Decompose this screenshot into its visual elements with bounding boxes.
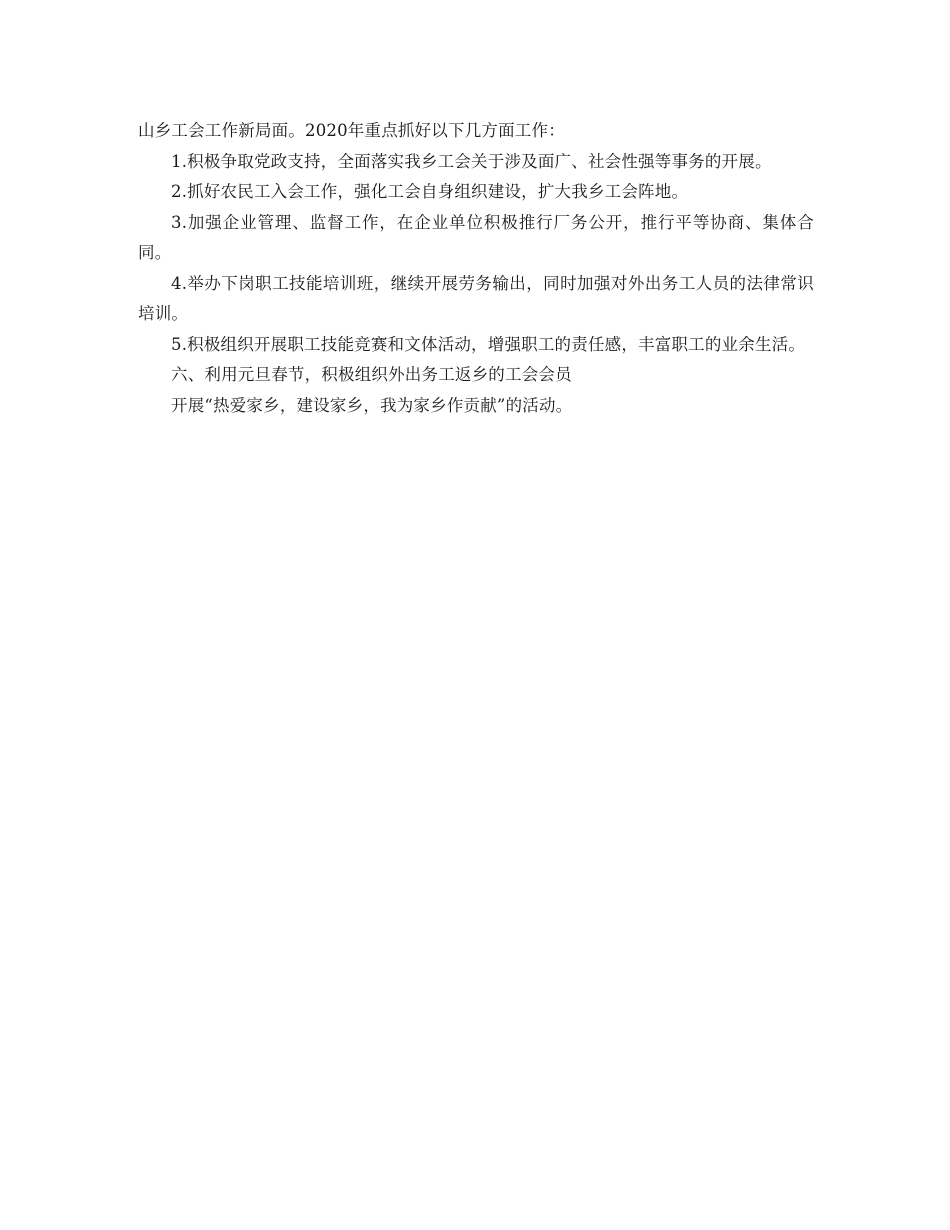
paragraph-section-6-body: 开展“热爱家乡，建设家乡，我为家乡作贡献”的活动。: [171, 395, 573, 415]
paragraph-item-2: 2.抓好农民工入会工作，强化工会自身组织建设，扩大我乡工会阵地。: [171, 182, 689, 201]
paragraph-item-4: 4.举办下岗职工技能培训班，继续开展劳务输出，同时加强对外出务工人员的法律常识培训。: [138, 273, 814, 323]
paragraph-item-5: 5.积极组织开展职工技能竞赛和文体活动，增强职工的责任感，丰富职工的业余生活。: [171, 334, 806, 354]
document-body: [138, 116, 814, 421]
paragraph-intro: 山乡工会工作新局面。2020年重点抓好以下几方面工作：: [138, 121, 565, 140]
paragraph-item-1: 1.积极争取党政支持，全面落实我乡工会关于涉及面广、社会性强等事务的开展。: [171, 151, 772, 171]
paragraph-item-3: 3.加强企业管理、监督工作，在企业单位积极推行厂务公开，推行平等协商、集体合同。: [138, 212, 814, 262]
paragraph-section-6-heading: 六、利用元旦春节，积极组织外出务工返乡的工会会员: [171, 365, 572, 384]
